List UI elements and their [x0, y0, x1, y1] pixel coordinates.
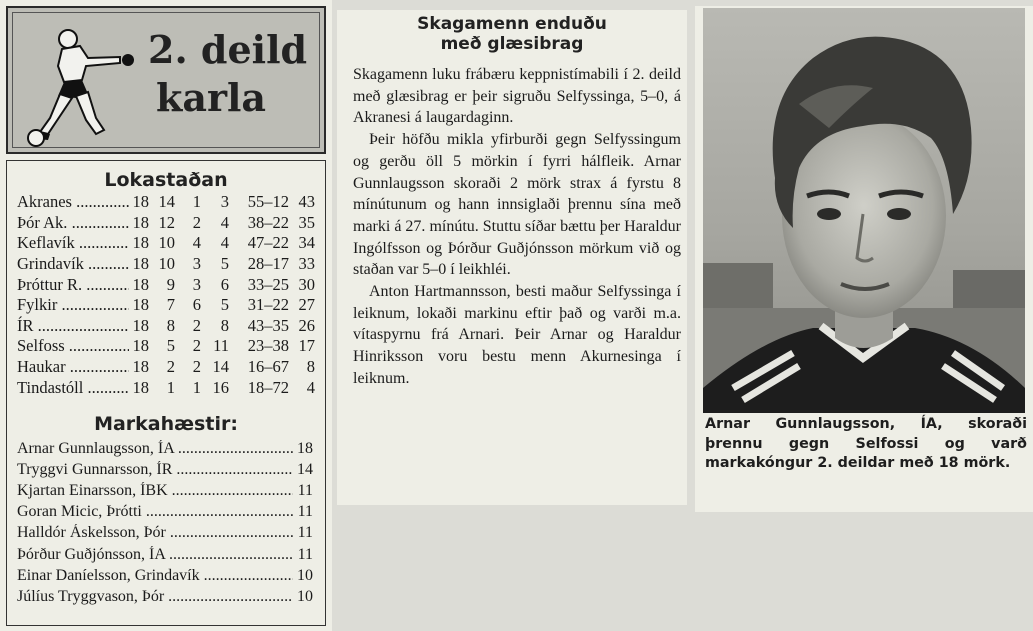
player-portrait-photo	[703, 8, 1025, 413]
losses: 14	[212, 357, 229, 377]
standings-table	[17, 192, 315, 398]
points: 27	[298, 295, 315, 315]
standings-row	[17, 192, 315, 213]
scorer-name: Tryggvi Gunnarsson, ÍR .....	[17, 461, 293, 479]
wins: 8	[166, 315, 175, 335]
scorer-name: Arnar Gunnlaugsson, ÍA .....	[17, 440, 293, 458]
games-played: 18	[132, 233, 149, 253]
scorer-goals: 11	[297, 545, 313, 563]
draws: 2	[192, 357, 201, 377]
wins: 5	[166, 336, 175, 356]
wins: 14	[158, 192, 175, 212]
scorer-name: Halldór Áskelsson, Þór .....	[17, 524, 293, 542]
photo-caption: Arnar Gunnlaugsson, ÍA, skoraði þrennu gegn Selfossi og varð markakóngur 2. deildar með 18 mörk.	[705, 416, 1027, 472]
scorer-row	[17, 586, 313, 607]
wins: 12	[158, 212, 175, 232]
wins: 9	[166, 274, 175, 294]
scorer-row	[17, 438, 313, 459]
standings-row	[17, 213, 315, 234]
points: 35	[298, 212, 315, 232]
draws: 1	[192, 192, 201, 212]
draws: 6	[192, 295, 201, 315]
team-name: Þór Ak. .....	[17, 213, 129, 233]
points: 26	[298, 315, 315, 335]
team-name: Fylkir .....	[17, 295, 129, 315]
top-scorers-list	[17, 438, 313, 608]
games-played: 18	[132, 315, 149, 335]
standings-row	[17, 377, 315, 398]
losses: 4	[220, 233, 229, 253]
scorer-row	[17, 544, 313, 565]
standings-title: Lokastaðan	[104, 169, 228, 191]
wins: 10	[158, 233, 175, 253]
wins: 7	[166, 295, 175, 315]
scorer-name: Kjartan Einarsson, ÍBK .....	[17, 482, 293, 500]
article-column	[337, 10, 687, 505]
team-name: ÍR .....	[17, 316, 129, 336]
draws: 2	[192, 336, 201, 356]
wins: 1	[166, 377, 175, 397]
photo-column	[695, 6, 1033, 512]
scorer-goals: 11	[297, 503, 313, 521]
team-name: Grindavík .....	[17, 254, 129, 274]
losses: 16	[212, 377, 229, 397]
points: 43	[298, 192, 315, 212]
standings-row	[17, 316, 315, 337]
team-name: Haukar .....	[17, 357, 129, 377]
scorer-row	[17, 502, 313, 523]
standings-row	[17, 254, 315, 275]
scorer-name: Júlíus Tryggvason, Þór .....	[17, 588, 293, 606]
team-name: Tindastóll .....	[17, 378, 129, 398]
points: 33	[298, 254, 315, 274]
scorer-name: Þórður Guðjónsson, ÍA .....	[17, 546, 293, 564]
scorer-name: Einar Daníelsson, Grindavík .....	[17, 567, 293, 585]
headline-line1: Skagamenn enduðu	[417, 14, 607, 34]
section-title-line1: 2. deild	[148, 27, 308, 72]
games-played: 18	[132, 212, 149, 232]
goal-ratio: 47–22	[247, 233, 289, 253]
losses: 5	[220, 295, 229, 315]
goal-ratio: 16–67	[247, 357, 289, 377]
losses: 5	[220, 254, 229, 274]
games-played: 18	[132, 254, 149, 274]
scorer-row	[17, 480, 313, 501]
section-header-box	[6, 6, 326, 154]
games-played: 18	[132, 357, 149, 377]
goal-ratio: 38–22	[247, 212, 289, 232]
article-body	[353, 64, 681, 390]
scorer-row	[17, 459, 313, 480]
top-scorers-title: Markahæstir:	[94, 413, 238, 435]
headline-line2: með glæsibrag	[440, 34, 584, 54]
goal-ratio: 23–38	[247, 336, 289, 356]
article-paragraph: Skagamenn luku frábæru keppnistímabili í 2. deild með glæsibrag er þeir sigruðu Selfyssinga, 5–0, á Akranesi á laugardaginn.	[353, 66, 681, 127]
scorer-goals: 11	[297, 524, 313, 542]
points: 17	[298, 336, 315, 356]
points: 4	[306, 377, 315, 397]
wins: 10	[158, 254, 175, 274]
wins: 2	[166, 357, 175, 377]
losses: 3	[220, 192, 229, 212]
team-name: Selfoss .....	[17, 336, 129, 356]
draws: 2	[192, 315, 201, 335]
team-name: Keflavík .....	[17, 233, 129, 253]
goal-ratio: 31–22	[247, 295, 289, 315]
scorer-goals: 10	[297, 587, 313, 605]
draws: 2	[192, 212, 201, 232]
standings-row	[17, 274, 315, 295]
scorer-goals: 18	[297, 439, 313, 457]
losses: 8	[220, 315, 229, 335]
article-paragraph: Anton Hartmannsson, besti maður Selfyssinga í leiknum, lokaði markinu eftir það og varði m.a. vítaspyrnu frá Arnari. Þeir Arnar og Haraldur Hinriksson voru bestu menn Akurnesinga í leiknum.	[353, 283, 681, 387]
standings-row	[17, 336, 315, 357]
footballer-kicking-icon	[16, 22, 136, 147]
left-column	[0, 0, 332, 631]
scorer-goals: 10	[297, 566, 313, 584]
goal-ratio: 43–35	[247, 315, 289, 335]
goal-ratio: 28–17	[247, 254, 289, 274]
scorer-goals: 11	[297, 481, 313, 499]
team-name: Akranes .....	[17, 192, 129, 212]
standings-row	[17, 357, 315, 378]
article-headline	[337, 14, 687, 54]
games-played: 18	[132, 377, 149, 397]
goal-ratio: 33–25	[247, 274, 289, 294]
section-title-line2: karla	[156, 75, 267, 120]
draws: 1	[192, 377, 201, 397]
standings-row	[17, 233, 315, 254]
losses: 11	[213, 336, 229, 356]
games-played: 18	[132, 295, 149, 315]
article-paragraph: Þeir höfðu mikla yfirburði gegn Selfyssingum og gerðu öll 5 mörkin í fyrri hálfleik. Arnar Gunnlaugsson skoraði 2 mörk strax á fyrstu 8 mínútunum og hann innsiglaði þrennu sína með marki á 27. mínútu. Stuttu síðar bættu þer Haraldur Ingólfsson og Þórður Guðjónsson mörkum við og staðan var 5–0 í leikhléi.	[353, 131, 681, 279]
points: 30	[298, 274, 315, 294]
scorer-row	[17, 523, 313, 544]
draws: 3	[192, 254, 201, 274]
stats-box	[6, 160, 326, 626]
scorer-name: Goran Micic, Þrótti .....	[17, 503, 293, 521]
losses: 4	[220, 212, 229, 232]
points: 34	[298, 233, 315, 253]
losses: 6	[220, 274, 229, 294]
goal-ratio: 18–72	[247, 377, 289, 397]
points: 8	[306, 357, 315, 377]
games-played: 18	[132, 336, 149, 356]
draws: 4	[192, 233, 201, 253]
scorer-goals: 14	[297, 460, 313, 478]
games-played: 18	[132, 192, 149, 212]
team-name: Þróttur R. .....	[17, 275, 129, 295]
games-played: 18	[132, 274, 149, 294]
goal-ratio: 55–12	[247, 192, 289, 212]
draws: 3	[192, 274, 201, 294]
scorer-row	[17, 565, 313, 586]
standings-row	[17, 295, 315, 316]
